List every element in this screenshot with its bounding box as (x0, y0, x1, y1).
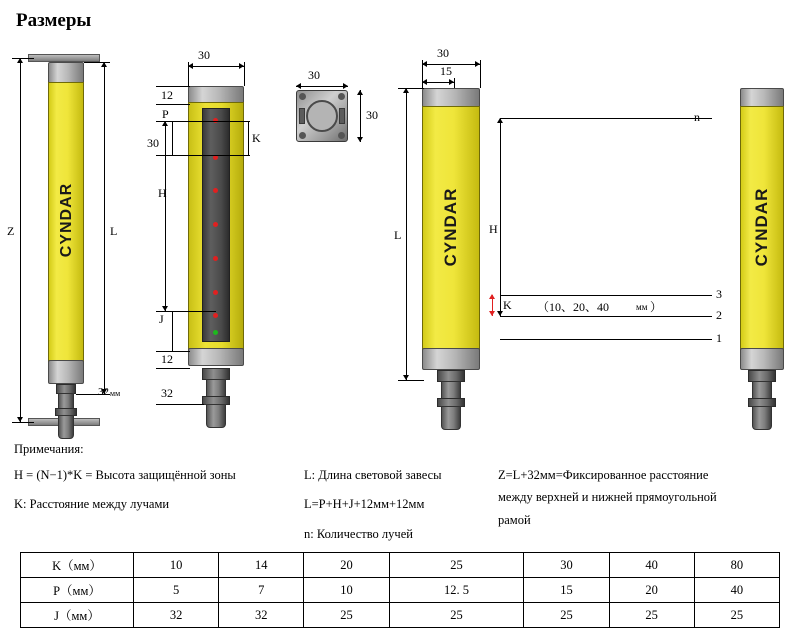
view4-beam-n-label: n (694, 110, 700, 124)
view3-section-slot (299, 108, 305, 124)
view2-k-lead-bottom (216, 155, 250, 156)
view3-top-arrow-l (296, 83, 301, 89)
table-cell: 10 (134, 553, 219, 578)
view4-beam-line-1 (500, 339, 712, 340)
view4-emitter-body (422, 106, 480, 350)
view4-beam-line-2 (500, 316, 712, 317)
view3-section-inner-ring (306, 100, 338, 132)
view2-cable-lower (206, 404, 226, 428)
table-cell: 14 (219, 553, 304, 578)
dimensions-table (20, 552, 780, 628)
view3-corner-hole (299, 132, 306, 139)
view2-h-arrow-top (162, 121, 168, 126)
view4-beam-2-label: 2 (716, 308, 722, 322)
view4-receiver (740, 88, 784, 380)
table-cell: 80 (694, 553, 779, 578)
view2-h-label: H (158, 186, 167, 200)
view1-brand: CYNDAR (58, 182, 75, 258)
view2-width-ext-r (244, 62, 245, 86)
view4-receiver-bottom-cap (740, 348, 784, 370)
view2-tick-368 (156, 368, 190, 369)
view2-j-label: J (159, 312, 164, 326)
view4-l-line (406, 88, 407, 380)
table-cell: 25 (389, 553, 524, 578)
row-header: K（мм） (21, 553, 134, 578)
view1-l-tick-top (84, 62, 110, 63)
view3-top-arrow-r (343, 83, 348, 89)
view4-ext-left (422, 60, 423, 88)
view4-emitter (422, 88, 480, 380)
view2-bottom32-label: 32 (161, 386, 173, 400)
view2-width-ext-l (188, 62, 189, 86)
note-line: K: Расстояние между лучами (14, 497, 170, 512)
view4-emitter-cable-lower (441, 406, 461, 430)
view1-cable-lower (58, 415, 74, 439)
view1-z-tick-bottom (12, 422, 34, 423)
table-cell: 25 (609, 603, 694, 628)
view4-emitter-brand: CYNDAR (441, 187, 460, 267)
view4-emitter-bottom-cap (422, 348, 480, 370)
view4-receiver-body (740, 106, 784, 350)
table-row (21, 603, 780, 628)
view2-beam-dot (213, 313, 218, 318)
table-cell: 25 (694, 603, 779, 628)
view4-receiver-top-cap (740, 88, 784, 108)
view2-k-lead-top (216, 121, 250, 122)
note-line: между верхней и нижней прямоугольной (498, 490, 717, 505)
view4-l-tick-bottom (398, 380, 424, 381)
note-line: L=P+H+J+12мм+12мм (304, 497, 425, 512)
note-line: H = (N−1)*K = Высота защищённой зоны (14, 468, 236, 482)
view2-curtain (188, 86, 244, 382)
table-body (21, 553, 780, 628)
view3-corner-hole (338, 132, 345, 139)
view2-j-line (172, 311, 173, 351)
table-cell: 32 (134, 603, 219, 628)
view4-width-inner-label: 15 (440, 64, 452, 78)
table-cell: 32 (219, 603, 304, 628)
view1-l-label: L (110, 224, 118, 238)
table-cell: 5 (134, 578, 219, 603)
page-title: Размеры (16, 10, 92, 31)
view4-beam-line-n (500, 118, 712, 119)
notes-heading: Примечания: (14, 442, 84, 456)
view4-k-note-unit: мм (636, 302, 648, 312)
view3-top-width-label: 30 (308, 68, 320, 82)
table-cell: 25 (304, 603, 389, 628)
view1-top-plate (28, 54, 100, 62)
view3-corner-hole (299, 93, 306, 100)
view1-body (48, 82, 84, 362)
notes-col-1 (14, 466, 304, 515)
view2-tick-404 (156, 404, 204, 405)
view4-receiver-cable-lower (752, 406, 772, 430)
view1-cable-upper (58, 393, 74, 409)
table-cell: 25 (389, 603, 524, 628)
view1-cable-label: 32 (98, 386, 109, 398)
view4-l-label: L (394, 228, 402, 242)
note-line: Z=L+32мм=Фиксированное расстояние (498, 468, 709, 482)
view3-section-slot (339, 108, 345, 124)
note-line: рамой (498, 512, 531, 527)
table-row (21, 553, 780, 578)
view4-k-arrow-top (489, 294, 495, 299)
view3-right-dim-line (360, 90, 361, 142)
table-cell: 20 (609, 578, 694, 603)
view2-beam-dot (213, 256, 218, 261)
view2-bottom-cap (188, 348, 244, 366)
view2-30-line (172, 121, 173, 155)
view4-receiver-brand: CYNDAR (752, 187, 771, 267)
view1-z-tick-top (12, 58, 34, 59)
view2-tick-104 (156, 104, 190, 105)
view4-l-tick-top (398, 88, 424, 89)
row-header: P（мм） (21, 578, 134, 603)
view1-cable-unit: мм (110, 389, 121, 398)
view1-z-label: Z (7, 224, 15, 238)
notes-col-2 (304, 466, 494, 544)
view3-corner-hole (338, 93, 345, 100)
view2-k-label: K (252, 131, 261, 145)
table-cell: 40 (694, 578, 779, 603)
table-row (21, 578, 780, 603)
table-cell: 20 (304, 553, 389, 578)
view2-width-line (188, 66, 244, 67)
view2-top12-label: 12 (161, 88, 173, 102)
view2-p-label: P (162, 107, 169, 121)
view4-k-label: K (503, 298, 512, 312)
table-cell: 15 (524, 578, 609, 603)
view1-bottom-cap (48, 360, 84, 384)
table-cell: 40 (609, 553, 694, 578)
view3-depth-label: 30 (366, 108, 378, 122)
view4-receiver-cable-upper (752, 381, 772, 399)
view2-beam-dot (213, 290, 218, 295)
view4-ext-right (480, 60, 481, 88)
view2-h-line (165, 121, 166, 311)
view4-k-note: （10、20、40 (537, 300, 610, 314)
table-cell: 10 (304, 578, 389, 603)
view4-beam-1-label: 1 (716, 331, 722, 345)
view4-width-outer-label: 30 (437, 46, 449, 60)
view3-right-arrow-top (357, 90, 363, 95)
view2-beam-dot (213, 188, 218, 193)
view2-beam-dot (213, 222, 218, 227)
view1-cable-lead (76, 394, 98, 395)
view4-emitter-cable-upper (441, 381, 461, 399)
view2-status-led (213, 330, 218, 335)
view4-k-arrow-bottom (489, 311, 495, 316)
table-cell: 30 (524, 553, 609, 578)
view3-top-width-line (296, 86, 348, 87)
view1-top-cap (48, 62, 84, 84)
view4-h-label: H (489, 222, 498, 236)
view3-right-arrow-bottom (357, 137, 363, 142)
view4-beam-3-label: 3 (716, 287, 722, 301)
view1-z-line (20, 58, 21, 422)
notes-col-3 (498, 466, 798, 530)
note-line: L: Длина световой завесы (304, 468, 442, 482)
view4-h-line (500, 118, 501, 316)
view2-k-line (248, 121, 249, 155)
view2-bottom12-label: 12 (161, 352, 173, 366)
view2-tick-86 (156, 86, 190, 87)
table-cell: 12. 5 (389, 578, 524, 603)
view2-p-value-label: 30 (147, 136, 159, 150)
view4-k-note-close: ） (650, 300, 663, 314)
view1-l-line (104, 62, 105, 394)
view2-cable-upper (206, 379, 226, 397)
view4-emitter-top-cap (422, 88, 480, 108)
view2-width-label: 30 (198, 48, 210, 62)
row-header: J（мм） (21, 603, 134, 628)
table-cell: 25 (524, 603, 609, 628)
view2-tick-311 (156, 311, 216, 312)
table-cell: 7 (219, 578, 304, 603)
view4-beam-line-3 (500, 295, 712, 296)
note-line: n: Количество лучей (304, 526, 413, 541)
view1-curtain (48, 62, 84, 394)
